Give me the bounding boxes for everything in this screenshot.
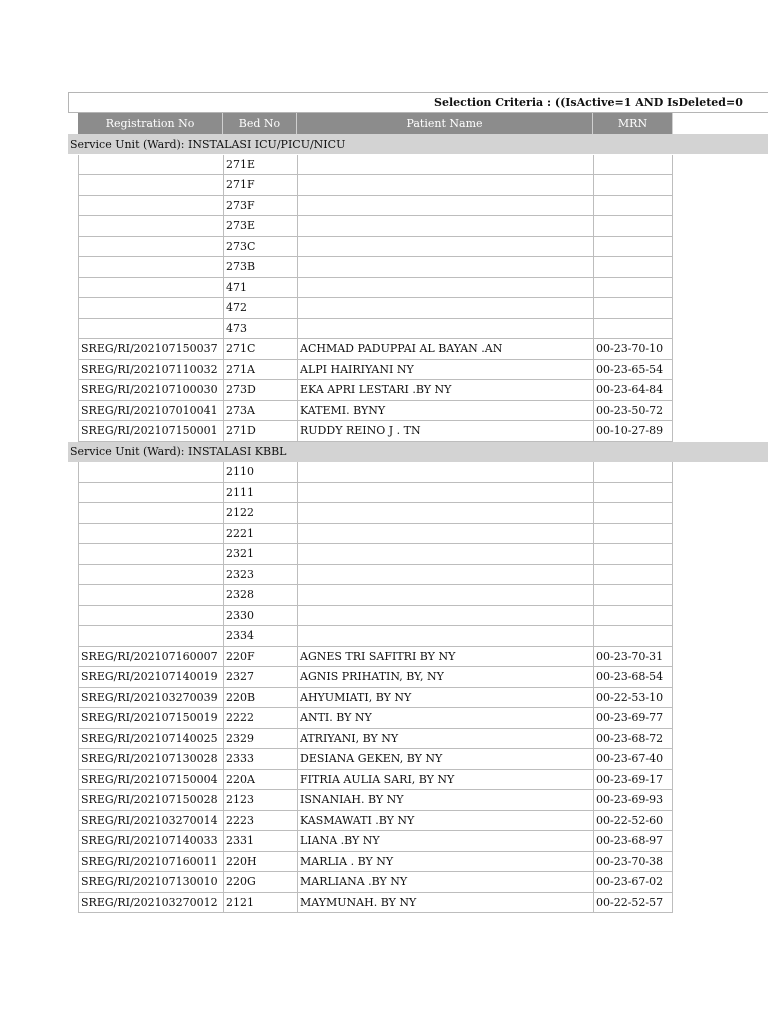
registration-no-cell <box>78 462 223 483</box>
registration-no-cell: SREG/RI/202107140025 <box>78 729 223 750</box>
mrn-cell <box>593 298 673 319</box>
table-row <box>0 565 768 586</box>
table-row <box>0 893 768 914</box>
column-header-bed-no: Bed No <box>223 113 297 134</box>
patient-name-cell: ACHMAD PADUPPAI AL BAYAN .AN <box>297 339 593 360</box>
table-row <box>0 360 768 381</box>
registration-no-cell <box>78 298 223 319</box>
bed-no-cell: 273E <box>223 216 297 237</box>
registration-no-cell <box>78 175 223 196</box>
patient-name-cell <box>297 319 593 340</box>
registration-no-cell: SREG/RI/202107140033 <box>78 831 223 852</box>
registration-no-cell: SREG/RI/202107130028 <box>78 749 223 770</box>
bed-no-cell: 471 <box>223 278 297 299</box>
ward-label: Service Unit (Ward): INSTALASI KBBL <box>68 442 768 462</box>
mrn-cell: 00-23-68-54 <box>593 667 673 688</box>
bed-no-cell: 2334 <box>223 626 297 647</box>
table-row <box>0 237 768 258</box>
mrn-cell: 00-23-68-72 <box>593 729 673 750</box>
bed-no-cell: 271A <box>223 360 297 381</box>
mrn-cell <box>593 257 673 278</box>
table-row <box>0 647 768 668</box>
bed-no-cell: 2122 <box>223 503 297 524</box>
bed-no-cell: 2329 <box>223 729 297 750</box>
registration-no-cell: SREG/RI/202107150028 <box>78 790 223 811</box>
patient-name-cell <box>297 196 593 217</box>
registration-no-cell: SREG/RI/202107140019 <box>78 667 223 688</box>
patient-name-cell <box>297 298 593 319</box>
bed-no-cell: 220F <box>223 647 297 668</box>
registration-no-cell <box>78 483 223 504</box>
table-row <box>0 667 768 688</box>
bed-no-cell: 2333 <box>223 749 297 770</box>
registration-no-cell: SREG/RI/202103270039 <box>78 688 223 709</box>
mrn-cell: 00-23-70-31 <box>593 647 673 668</box>
bed-no-cell: 2222 <box>223 708 297 729</box>
patient-name-cell <box>297 585 593 606</box>
column-header-mrn: MRN <box>593 113 673 134</box>
registration-no-cell <box>78 257 223 278</box>
mrn-cell: 00-23-69-93 <box>593 790 673 811</box>
table-row <box>0 380 768 401</box>
mrn-cell <box>593 483 673 504</box>
bed-no-cell: 271F <box>223 175 297 196</box>
table-row <box>0 626 768 647</box>
registration-no-cell: SREG/RI/202107100030 <box>78 380 223 401</box>
table-row <box>0 196 768 217</box>
mrn-cell <box>593 319 673 340</box>
registration-no-cell <box>78 544 223 565</box>
patient-name-cell: MARLIA . BY NY <box>297 852 593 873</box>
patient-name-cell: RUDDY REINO J . TN <box>297 421 593 442</box>
mrn-cell <box>593 216 673 237</box>
patient-name-cell: ALPI HAIRIYANI NY <box>297 360 593 381</box>
bed-no-cell: 2321 <box>223 544 297 565</box>
table-row <box>0 688 768 709</box>
table-row <box>0 216 768 237</box>
bed-no-cell: 271C <box>223 339 297 360</box>
patient-name-cell: ISNANIAH. BY NY <box>297 790 593 811</box>
bed-no-cell: 2111 <box>223 483 297 504</box>
table-row <box>0 606 768 627</box>
mrn-cell <box>593 606 673 627</box>
registration-no-cell: SREG/RI/202107150019 <box>78 708 223 729</box>
registration-no-cell <box>78 565 223 586</box>
patient-name-cell: FITRIA AULIA SARI, BY NY <box>297 770 593 791</box>
mrn-cell <box>593 503 673 524</box>
table-row <box>0 298 768 319</box>
bed-no-cell: 273B <box>223 257 297 278</box>
table-row <box>0 339 768 360</box>
report-table-body <box>0 134 768 913</box>
mrn-cell <box>593 565 673 586</box>
ward-group-header <box>0 134 768 155</box>
bed-no-cell: 273C <box>223 237 297 258</box>
mrn-cell: 00-23-67-02 <box>593 872 673 893</box>
patient-name-cell <box>297 237 593 258</box>
registration-no-cell: SREG/RI/202107160007 <box>78 647 223 668</box>
bed-no-cell: 273D <box>223 380 297 401</box>
registration-no-cell: SREG/RI/202107150037 <box>78 339 223 360</box>
patient-name-cell: KASMAWATI .BY NY <box>297 811 593 832</box>
bed-no-cell: 2331 <box>223 831 297 852</box>
registration-no-cell <box>78 155 223 176</box>
table-row <box>0 585 768 606</box>
mrn-cell: 00-23-67-40 <box>593 749 673 770</box>
bed-no-cell: 2328 <box>223 585 297 606</box>
bed-no-cell: 220G <box>223 872 297 893</box>
table-row <box>0 401 768 422</box>
registration-no-cell: SREG/RI/202103270014 <box>78 811 223 832</box>
mrn-cell: 00-23-68-97 <box>593 831 673 852</box>
patient-name-cell: ANTI. BY NY <box>297 708 593 729</box>
registration-no-cell: SREG/RI/202107160011 <box>78 852 223 873</box>
registration-no-cell: SREG/RI/202107150001 <box>78 421 223 442</box>
bed-no-cell: 2123 <box>223 790 297 811</box>
registration-no-cell <box>78 524 223 545</box>
patient-name-cell <box>297 544 593 565</box>
mrn-cell: 00-10-27-89 <box>593 421 673 442</box>
mrn-cell: 00-23-70-10 <box>593 339 673 360</box>
table-row <box>0 483 768 504</box>
table-row <box>0 790 768 811</box>
registration-no-cell <box>78 196 223 217</box>
patient-name-cell: MAYMUNAH. BY NY <box>297 893 593 914</box>
patient-name-cell: LIANA .BY NY <box>297 831 593 852</box>
selection-criteria-box <box>68 92 768 113</box>
table-row <box>0 503 768 524</box>
selection-criteria-text: Selection Criteria : ((IsActive=1 AND IsDeleted=0 <box>434 96 743 109</box>
registration-no-cell <box>78 626 223 647</box>
bed-no-cell: 2121 <box>223 893 297 914</box>
patient-name-cell <box>297 626 593 647</box>
patient-name-cell <box>297 565 593 586</box>
mrn-cell: 00-23-70-38 <box>593 852 673 873</box>
registration-no-cell <box>78 319 223 340</box>
table-row <box>0 524 768 545</box>
registration-no-cell: SREG/RI/202107130010 <box>78 872 223 893</box>
table-row <box>0 749 768 770</box>
bed-no-cell: 2330 <box>223 606 297 627</box>
patient-name-cell <box>297 606 593 627</box>
table-row <box>0 278 768 299</box>
bed-no-cell: 473 <box>223 319 297 340</box>
table-row <box>0 544 768 565</box>
registration-no-cell: SREG/RI/202107150004 <box>78 770 223 791</box>
registration-no-cell <box>78 278 223 299</box>
bed-no-cell: 273A <box>223 401 297 422</box>
table-row <box>0 831 768 852</box>
mrn-cell <box>593 278 673 299</box>
patient-name-cell: ATRIYANI, BY NY <box>297 729 593 750</box>
bed-no-cell: 472 <box>223 298 297 319</box>
table-row <box>0 852 768 873</box>
mrn-cell <box>593 196 673 217</box>
patient-name-cell <box>297 278 593 299</box>
ward-group-header <box>0 442 768 463</box>
registration-no-cell <box>78 606 223 627</box>
table-row <box>0 257 768 278</box>
column-header-registration-no: Registration No <box>78 113 223 134</box>
bed-no-cell: 2223 <box>223 811 297 832</box>
mrn-cell <box>593 544 673 565</box>
mrn-cell: 00-22-52-57 <box>593 893 673 914</box>
patient-name-cell <box>297 175 593 196</box>
registration-no-cell: SREG/RI/202107010041 <box>78 401 223 422</box>
table-row <box>0 319 768 340</box>
registration-no-cell <box>78 503 223 524</box>
table-row <box>0 708 768 729</box>
bed-no-cell: 2110 <box>223 462 297 483</box>
table-row <box>0 155 768 176</box>
patient-name-cell <box>297 483 593 504</box>
mrn-cell <box>593 524 673 545</box>
mrn-cell: 00-23-65-54 <box>593 360 673 381</box>
mrn-cell <box>593 175 673 196</box>
mrn-cell: 00-22-52-60 <box>593 811 673 832</box>
table-row <box>0 462 768 483</box>
patient-name-cell: AGNIS PRIHATIN, BY, NY <box>297 667 593 688</box>
mrn-cell <box>593 155 673 176</box>
patient-name-cell <box>297 462 593 483</box>
mrn-cell: 00-23-69-17 <box>593 770 673 791</box>
patient-name-cell <box>297 257 593 278</box>
bed-no-cell: 273F <box>223 196 297 217</box>
bed-no-cell: 2327 <box>223 667 297 688</box>
bed-no-cell: 271D <box>223 421 297 442</box>
patient-name-cell: MARLIANA .BY NY <box>297 872 593 893</box>
bed-no-cell: 220H <box>223 852 297 873</box>
bed-no-cell: 271E <box>223 155 297 176</box>
patient-name-cell: AHYUMIATI, BY NY <box>297 688 593 709</box>
mrn-cell: 00-22-53-10 <box>593 688 673 709</box>
patient-name-cell: KATEMI. BYNY <box>297 401 593 422</box>
patient-name-cell: DESIANA GEKEN, BY NY <box>297 749 593 770</box>
table-row <box>0 175 768 196</box>
patient-name-cell <box>297 155 593 176</box>
column-header-patient-name: Patient Name <box>297 113 593 134</box>
mrn-cell: 00-23-64-84 <box>593 380 673 401</box>
ward-label: Service Unit (Ward): INSTALASI ICU/PICU/NICU <box>68 134 768 154</box>
patient-name-cell: AGNES TRI SAFITRI BY NY <box>297 647 593 668</box>
registration-no-cell: SREG/RI/202103270012 <box>78 893 223 914</box>
mrn-cell <box>593 237 673 258</box>
registration-no-cell <box>78 216 223 237</box>
table-row <box>0 421 768 442</box>
mrn-cell <box>593 585 673 606</box>
mrn-cell <box>593 626 673 647</box>
bed-no-cell: 220B <box>223 688 297 709</box>
bed-no-cell: 2221 <box>223 524 297 545</box>
mrn-cell: 00-23-69-77 <box>593 708 673 729</box>
bed-no-cell: 2323 <box>223 565 297 586</box>
patient-name-cell <box>297 524 593 545</box>
table-row <box>0 811 768 832</box>
registration-no-cell <box>78 585 223 606</box>
patient-name-cell: EKA APRI LESTARI .BY NY <box>297 380 593 401</box>
mrn-cell: 00-23-50-72 <box>593 401 673 422</box>
registration-no-cell: SREG/RI/202107110032 <box>78 360 223 381</box>
table-row <box>0 729 768 750</box>
patient-name-cell <box>297 216 593 237</box>
table-row <box>0 872 768 893</box>
mrn-cell <box>593 462 673 483</box>
registration-no-cell <box>78 237 223 258</box>
patient-name-cell <box>297 503 593 524</box>
bed-no-cell: 220A <box>223 770 297 791</box>
table-row <box>0 770 768 791</box>
